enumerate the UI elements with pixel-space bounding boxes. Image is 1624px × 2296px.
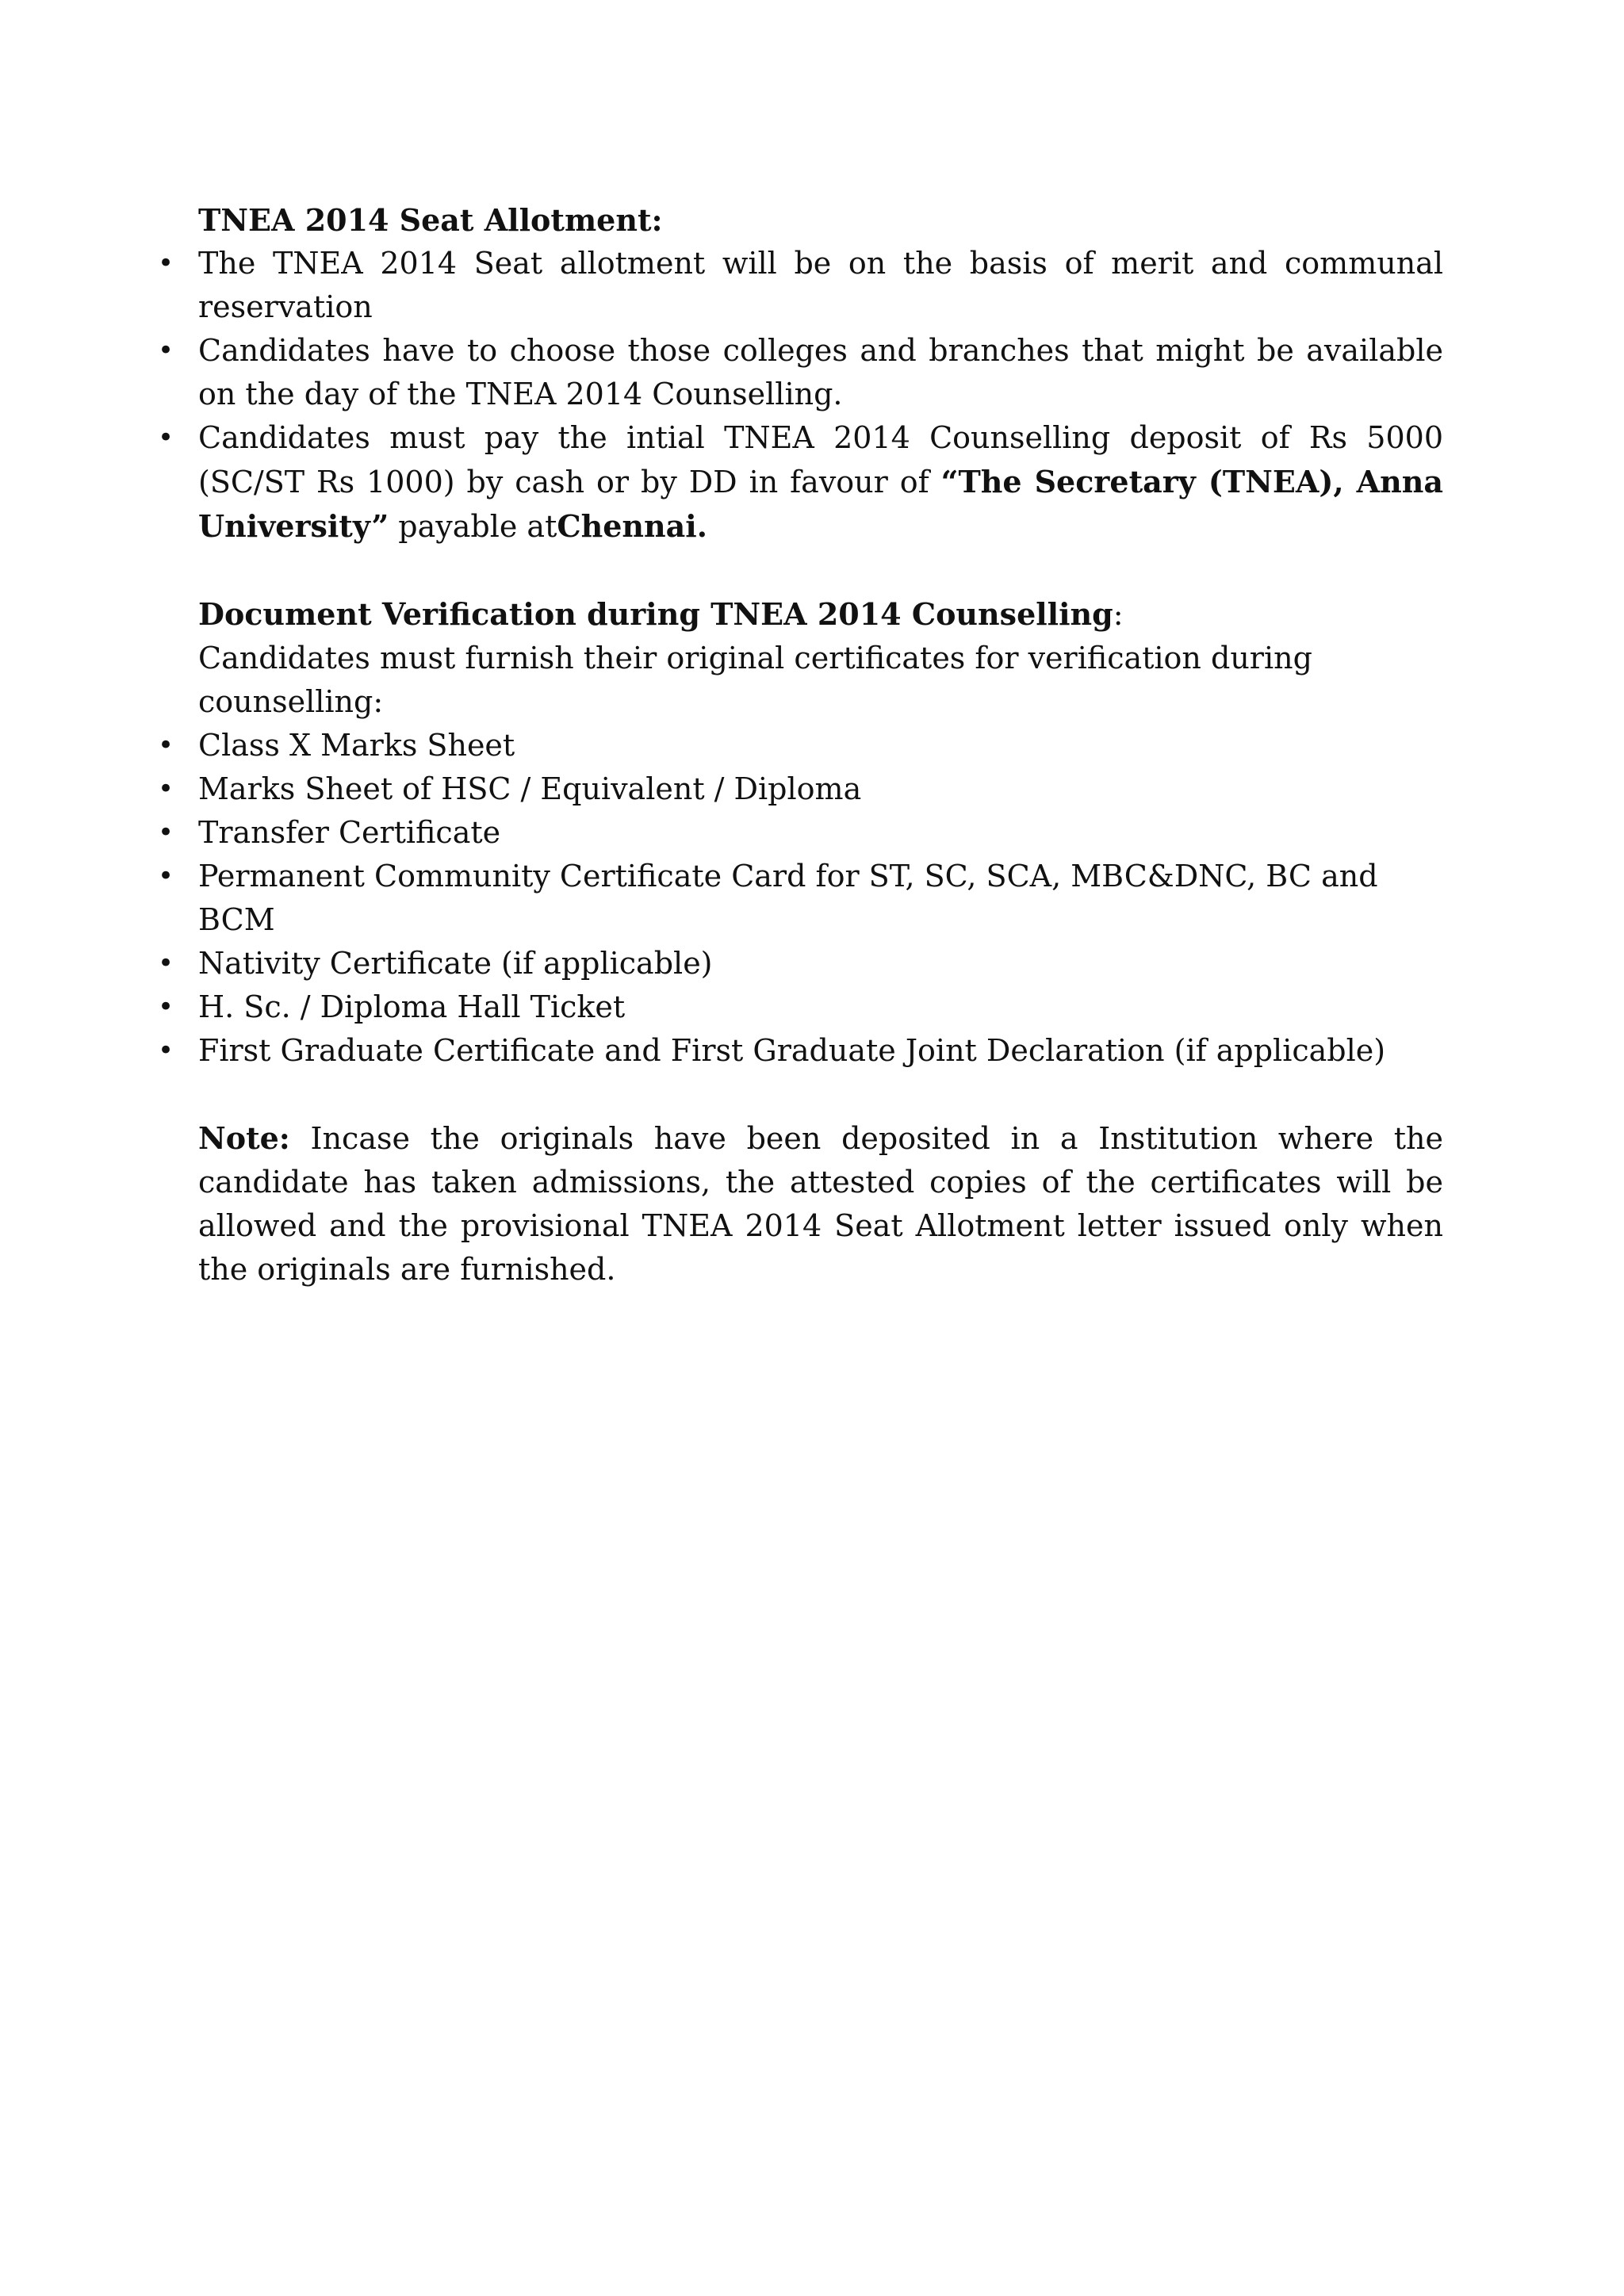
list-item <box>157 942 1443 985</box>
documents-list <box>157 724 1443 1073</box>
bullet-icon: • <box>157 1035 174 1066</box>
list-item-text: Permanent Community Certificate Card for ST, SC, SCA, MBC&DNC, BC and BCM <box>198 859 1378 937</box>
spacer <box>198 549 1443 592</box>
deposit-place: Chennai. <box>557 508 707 544</box>
document-body <box>157 198 1443 1292</box>
list-item-text: Transfer Certificate <box>198 815 501 850</box>
section-heading-seat-allotment: TNEA 2014 Seat Allotment: <box>198 202 663 238</box>
list-item-text: Marks Sheet of HSC / Equivalent / Diploma <box>198 771 862 806</box>
bullet-icon: • <box>157 247 174 279</box>
list-item <box>157 811 1443 855</box>
bullet-icon: • <box>157 335 174 366</box>
list-item-text: Nativity Certificate (if applicable) <box>198 946 713 981</box>
list-item-deposit <box>157 416 1443 549</box>
list-item-text: First Graduate Certificate and First Graduate Joint Declaration (if applicable) <box>198 1033 1386 1068</box>
note-text: Incase the originals have been deposited in a Institution where the candidate has taken admissions, the attested copies of the certificates will be allowed and the provisional TNEA 2014 Seat Allotment letter issued only when the originals are furnished. <box>198 1121 1443 1287</box>
list-item <box>157 724 1443 767</box>
list-item <box>157 855 1443 942</box>
list-item <box>157 1029 1443 1073</box>
list-item-text: Candidates have to choose those colleges and branches that might be available on the day of the TNEA 2014 Counselling. <box>198 333 1443 411</box>
bullet-icon: • <box>157 773 174 805</box>
bullet-icon: • <box>157 860 174 892</box>
list-item <box>157 329 1443 416</box>
deposit-payee: “The Secretary (TNEA), Anna University” <box>198 464 1443 544</box>
verification-intro: Candidates must furnish their original certificates for verification during counselling: <box>198 641 1312 719</box>
note-label: Note: <box>198 1120 290 1156</box>
list-item-text: Class X Marks Sheet <box>198 728 515 763</box>
bullet-icon: • <box>157 729 174 761</box>
deposit-text: Candidates must pay the intial TNEA 2014 Counselling deposit of Rs 5000 (SC/ST Rs 1000) by cash or by DD in favour of <box>198 420 1443 499</box>
bullet-icon: • <box>157 817 174 848</box>
seat-allotment-list <box>157 242 1443 549</box>
section-heading-document-verification <box>198 592 1443 637</box>
list-item-text: H. Sc. / Diploma Hall Ticket <box>198 989 626 1024</box>
note-paragraph <box>198 1116 1443 1292</box>
list-item <box>157 242 1443 329</box>
list-item-text: The TNEA 2014 Seat allotment will be on the basis of merit and communal reservation <box>198 246 1443 324</box>
bullet-icon: • <box>157 422 174 453</box>
list-item <box>157 985 1443 1029</box>
list-item <box>157 767 1443 811</box>
section-heading-colon: : <box>1113 597 1124 632</box>
bullet-icon: • <box>157 991 174 1023</box>
bullet-icon: • <box>157 947 174 979</box>
deposit-payable-at: payable at <box>389 509 557 544</box>
section-heading-text: Document Verification during TNEA 2014 Counselling <box>198 596 1113 632</box>
spacer <box>198 1073 1443 1116</box>
